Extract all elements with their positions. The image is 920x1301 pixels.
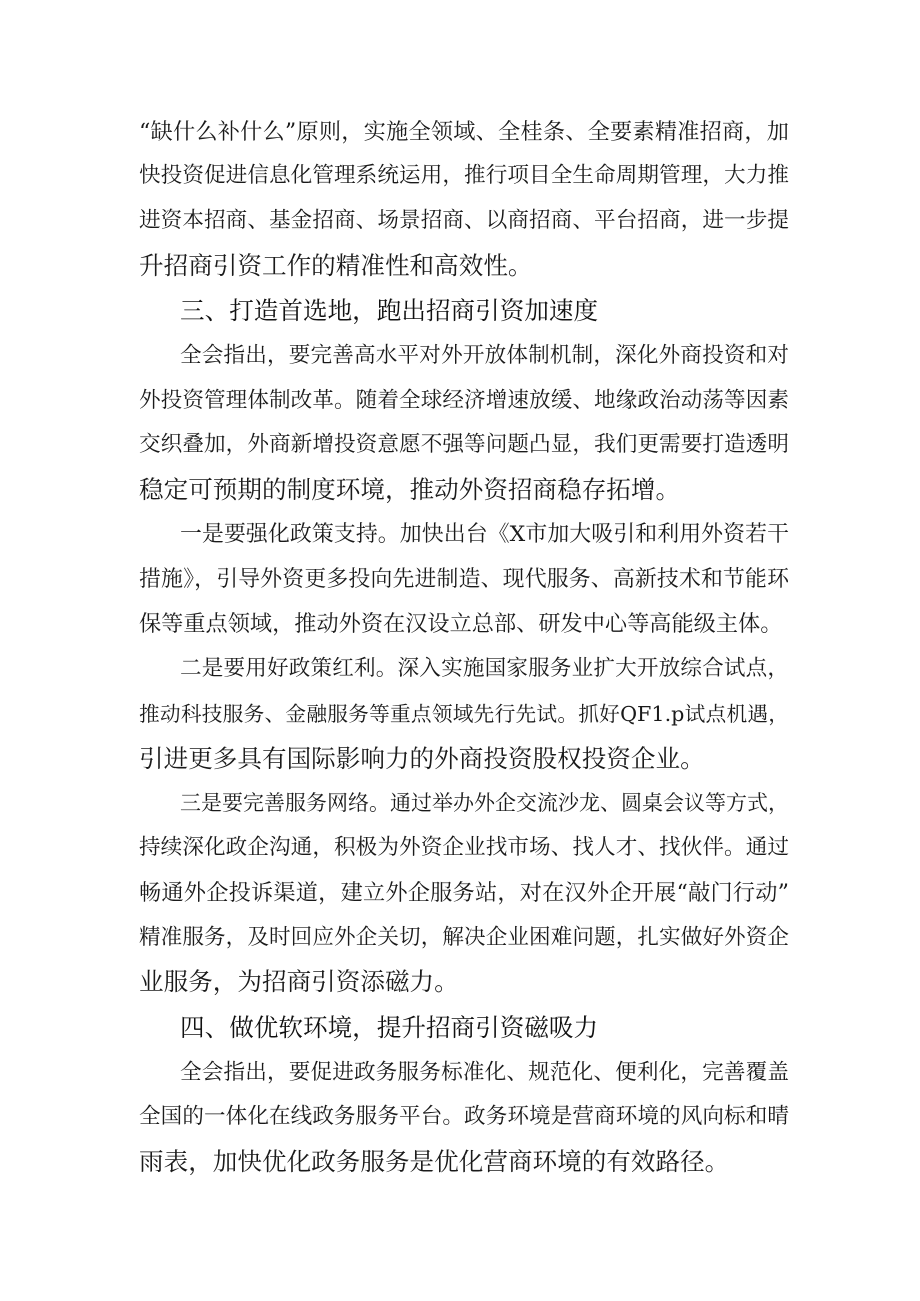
text-line: 措施》，引导外资更多投向先进制造、现代服务、高新技术和节能环 xyxy=(139,567,789,592)
text-line: 保等重点领域，推动外资在汉设立总部、研发中心等高能级主体。 xyxy=(139,611,783,637)
text-line: 三是要完善服务网络。通过举办外企交流沙龙、圆桌会议等方式， xyxy=(180,791,789,815)
text-line: 稳定可预期的制度环境，推动外资招商稳存拓增。 xyxy=(139,475,681,504)
text-line: 全会指出，要促进政务服务标准化、规范化、便利化，完善覆盖 xyxy=(180,1060,789,1085)
text-line: 进资本招商、基金招商、场景招商、以商招商、平台招商，进一步提 xyxy=(139,208,789,233)
text-line: 精准服务，及时回应外企关切，解决企业困难问题，扎实做好外资企 xyxy=(139,925,789,950)
text-line: 畅通外企投诉渠道，建立外企服务站，对在汉外企开展“敲门行动” xyxy=(139,880,789,906)
text-line: 全国的一体化在线政务服务平台。政务环境是营商环境的风向标和晴 xyxy=(139,1104,789,1129)
text-line: 业服务，为招商引资添磁力。 xyxy=(139,967,459,996)
text-line: 引进更多具有国际影响力的外商投资股权投资企业。 xyxy=(139,744,705,773)
text-line: 升招商引资工作的精准性和高效性。 xyxy=(139,251,533,280)
text-line: 雨表，加快优化政务服务是优化营商环境的有效路径。 xyxy=(139,1147,730,1176)
text-line: 一是要强化政策支持。加快出台《X市加大吸引和利用外资若干 xyxy=(180,522,789,547)
section-heading-4: 四、做优软环境，提升招商引资磁吸力 xyxy=(180,1013,599,1042)
text-line: 全会指出，要完善高水平对外开放体制机制，深化外商投资和对 xyxy=(180,343,789,368)
text-line: “缺什么补什么”原则，实施全领域、全桂条、全要素精准招商，加 xyxy=(139,119,789,145)
text-line: 快投资促进信息化管理系统运用，推行项目全生命周期管理，大力推 xyxy=(139,163,789,188)
text-line: 持续深化政企沟通，积极为外资企业找市场、找人才、找伙伴。通过 xyxy=(139,835,789,860)
section-heading-3: 三、打造首选地，跑出招商引资加速度 xyxy=(180,296,599,325)
text-line: 交织叠加，外商新增投资意愿不强等问题凸显，我们更需要打造透明 xyxy=(139,432,789,457)
text-line: 外投资管理体制改革。随着全球经济增速放缓、地缘政治动荡等因素 xyxy=(139,388,789,413)
text-line: 二是要用好政策红利。深入实施国家服务业扩大开放综合试点， xyxy=(180,656,789,681)
text-line: 推动科技服务、金融服务等重点领域先行先试。抓好QF1.p试点机遇， xyxy=(139,702,789,726)
